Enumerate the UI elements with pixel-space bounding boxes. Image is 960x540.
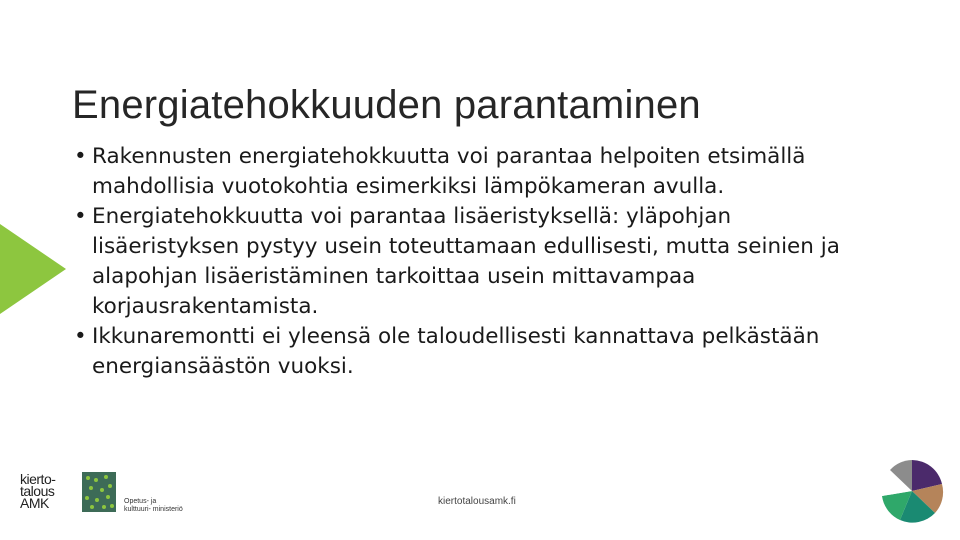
footer-url[interactable]: kiertotalousamk.fi [438,496,516,507]
ministry-emblem-icon [80,470,118,514]
logo-text-line: talous [20,483,55,499]
bullet-item: • Energiatehokkuutta voi parantaa lisäeristyksellä: yläpohjan lisäeristyksen pystyy usein toteuttamaan edullisesti, mutta seinien ja alapohjan lisäeristäminen tarkoittaa usein mittavampaa korjausrakentamista. [72,202,872,322]
logo-text-line: kierto- [20,471,56,487]
logo-text-line: AMK [20,495,49,511]
bullet-item: • Ikkunaremontti ei yleensä ole taloudellisesti kannattava pelkästään energiansäästön vuoksi. [72,322,872,382]
green-accent-triangle [0,224,66,314]
ministry-name-text: Opetus- ja kulttuuri- ministeriö [124,498,183,513]
ministry-name [124,498,184,514]
circular-segmented-emblem-icon [880,458,944,524]
kiertotalous-amk-logo [20,473,82,509]
slide-title: Energiatehokkuuden parantaminen [72,82,701,127]
bullet-item: • Rakennusten energiatehokkuutta voi parantaa helpoiten etsimällä mahdollisia vuotokohtia esimerkiksi lämpökameran avulla. [72,142,872,202]
bullet-list [72,142,872,382]
